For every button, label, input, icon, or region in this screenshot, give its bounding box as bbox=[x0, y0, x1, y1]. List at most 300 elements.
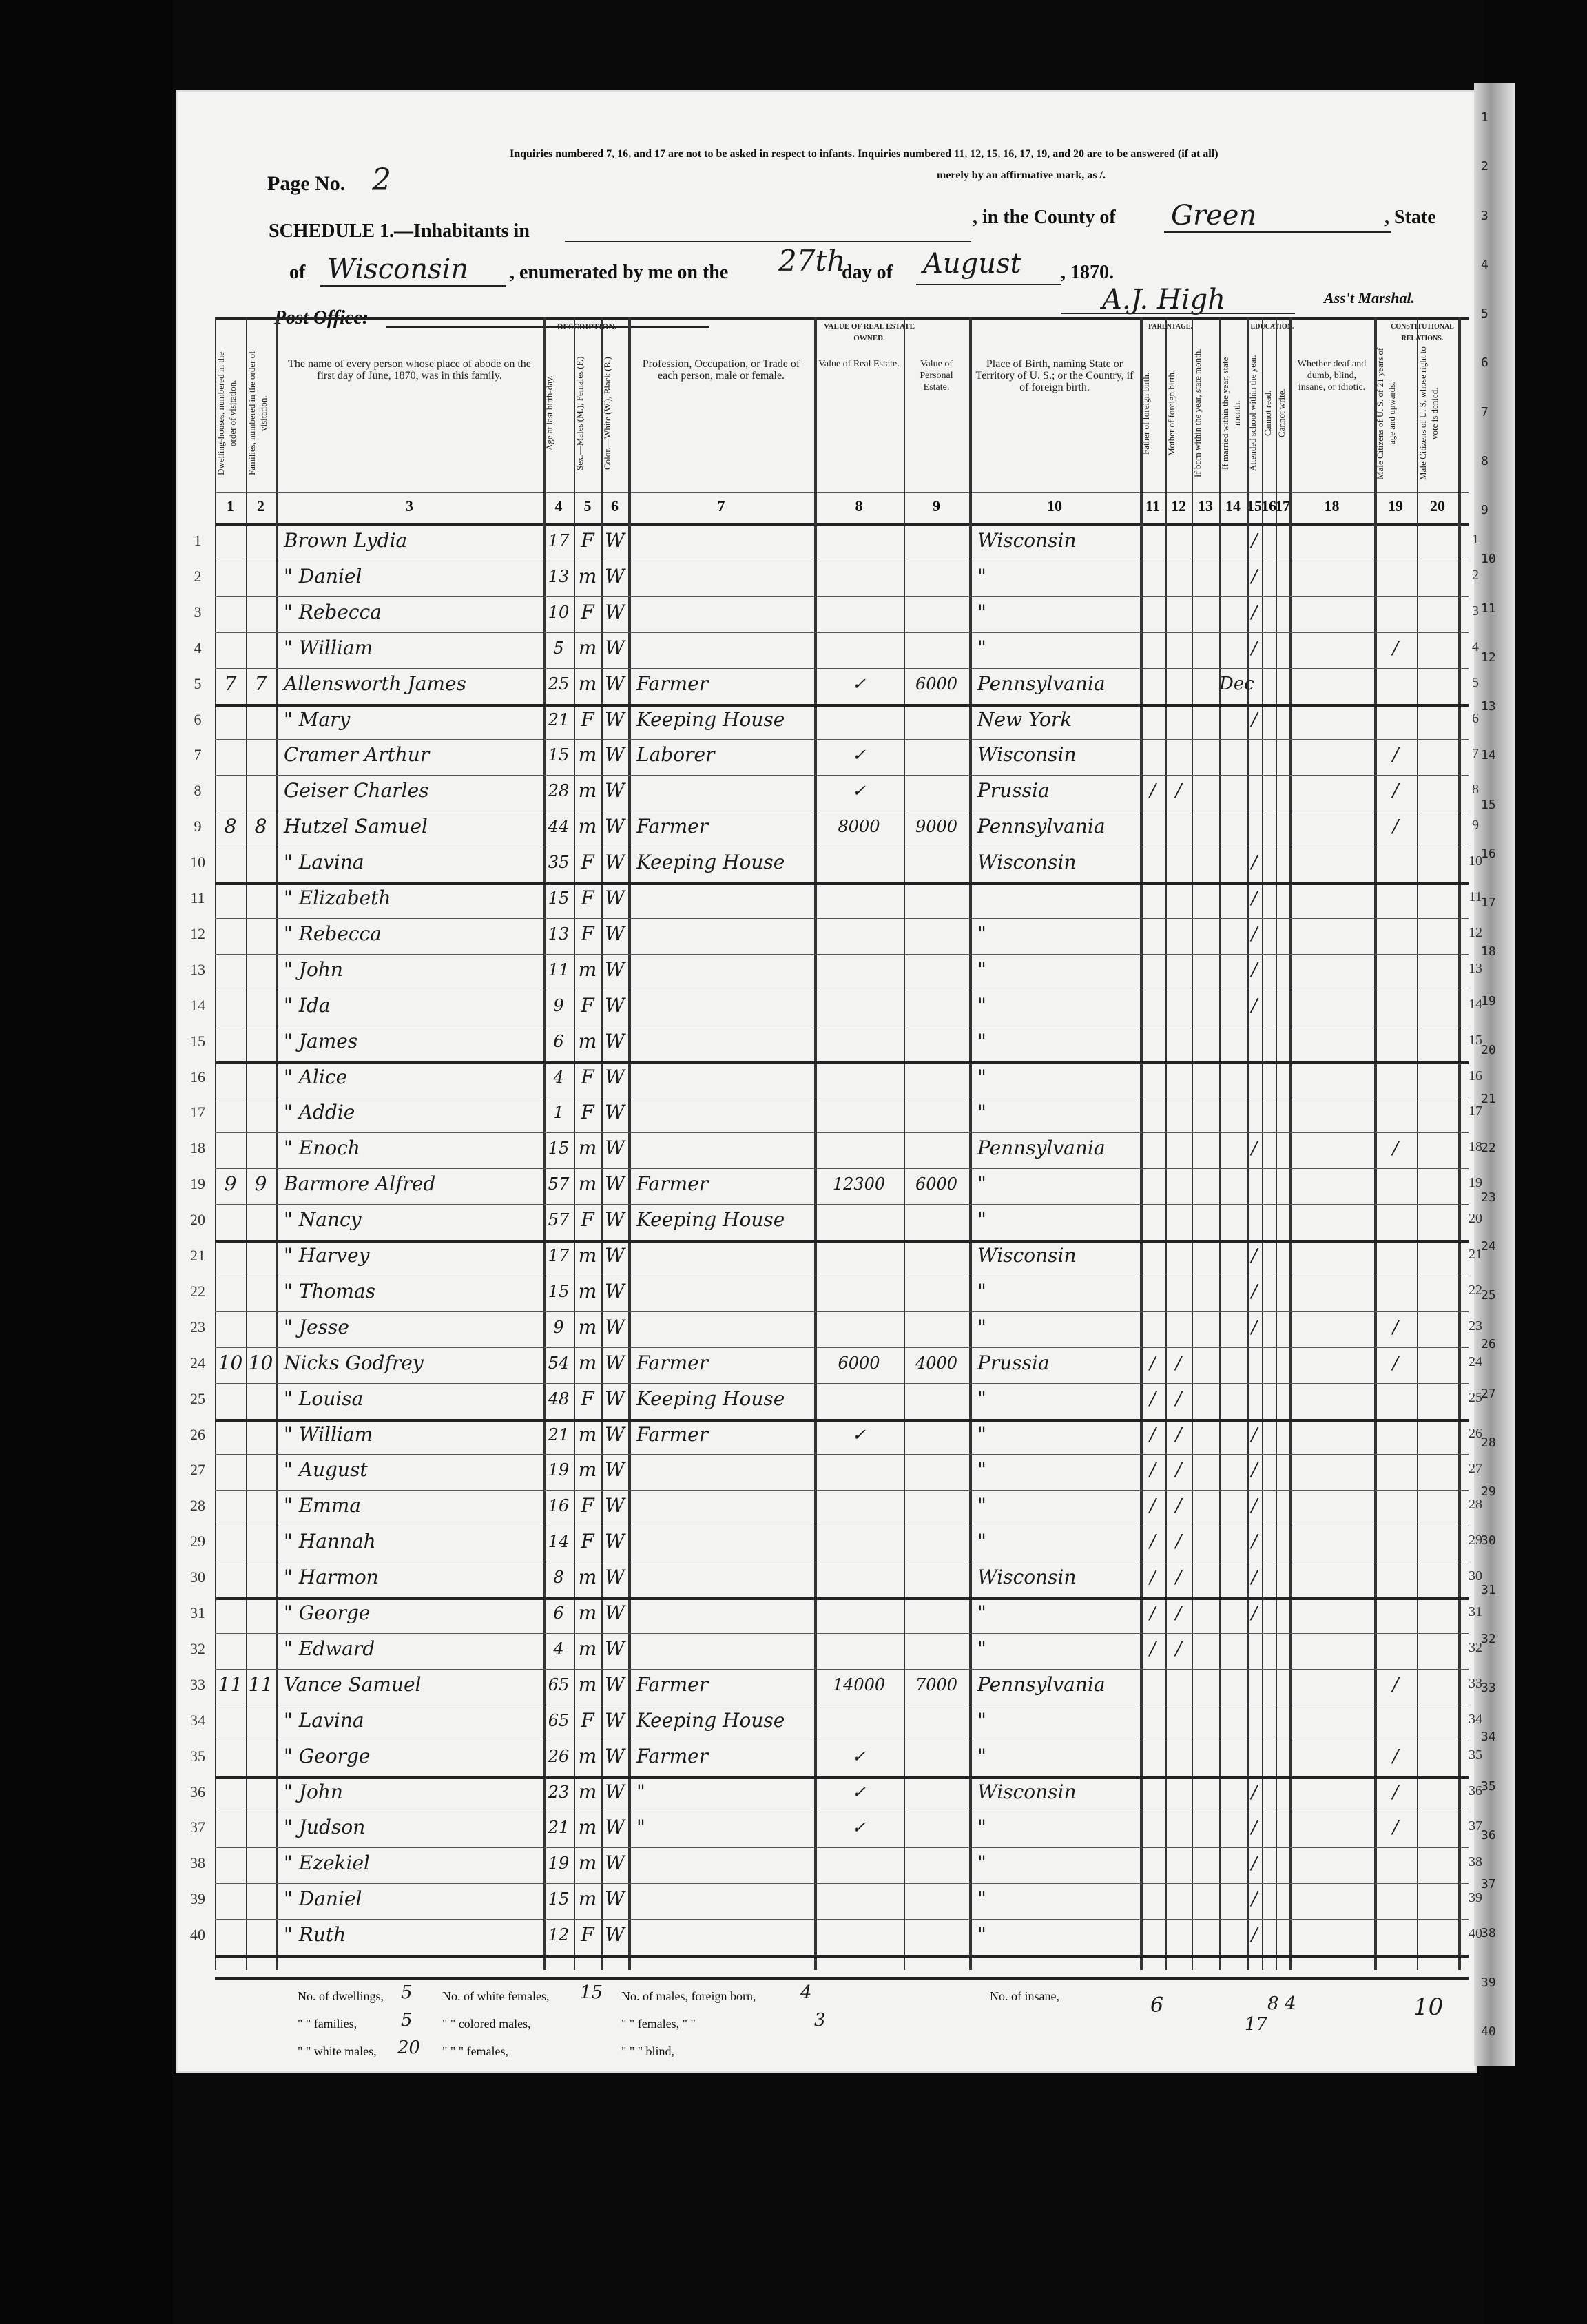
row-number: 20 bbox=[190, 1211, 205, 1229]
cell-c14 bbox=[1219, 1240, 1247, 1272]
cell-f bbox=[246, 739, 276, 771]
cell-d bbox=[215, 1883, 246, 1915]
row-number: 37 bbox=[190, 1818, 205, 1836]
cell-c19: / bbox=[1392, 1674, 1399, 1695]
row-number-right: 4 bbox=[1472, 639, 1479, 654]
cell-c11 bbox=[1140, 1669, 1165, 1701]
cell-occ bbox=[636, 525, 813, 557]
cell-c15 bbox=[1247, 775, 1262, 807]
column-head-4: Age at last birth-day. bbox=[544, 375, 554, 451]
cell-real bbox=[814, 704, 904, 736]
row-number-right: 20 bbox=[1469, 1211, 1482, 1227]
cell-pers: 9000 bbox=[915, 817, 958, 837]
cell-c12 bbox=[1165, 918, 1192, 950]
cell-pers bbox=[904, 1419, 969, 1451]
month-value: August bbox=[923, 248, 1021, 280]
cell-c12 bbox=[1165, 1276, 1192, 1307]
cell-f bbox=[246, 882, 276, 914]
cell-c19 bbox=[1374, 1883, 1417, 1915]
cell-c14 bbox=[1219, 990, 1247, 1021]
spine-number: 14 bbox=[1481, 748, 1496, 763]
cell-d bbox=[215, 1526, 246, 1557]
cell-color: W bbox=[605, 1458, 625, 1482]
cell-c14 bbox=[1219, 1204, 1247, 1236]
cell-pers bbox=[904, 1741, 969, 1772]
cell-birth: " bbox=[977, 564, 986, 588]
cell-c19 bbox=[1374, 1419, 1417, 1451]
cell-c12: / bbox=[1175, 1460, 1182, 1481]
cell-sex: m bbox=[578, 564, 597, 588]
table-row bbox=[190, 1347, 1482, 1379]
cell-pers bbox=[904, 596, 969, 628]
row-number: 19 bbox=[190, 1175, 205, 1193]
cell-occ bbox=[636, 1633, 813, 1665]
table-row bbox=[194, 668, 1479, 700]
cell-real bbox=[814, 632, 904, 664]
column-number-5: 5 bbox=[583, 497, 592, 515]
cell-c11 bbox=[1140, 1204, 1165, 1236]
column-number-9: 9 bbox=[933, 497, 940, 515]
cell-c19 bbox=[1374, 1633, 1417, 1665]
cell-sex: m bbox=[578, 1458, 597, 1482]
table-row bbox=[190, 1705, 1482, 1736]
cell-name: " Harmon bbox=[284, 1566, 379, 1589]
cell-real bbox=[814, 1204, 904, 1236]
cell-color: W bbox=[605, 851, 625, 874]
cell-name: " Judson bbox=[284, 1816, 366, 1839]
cell-occ: Keeping House bbox=[636, 1387, 785, 1410]
group-head-value: VALUE OF REAL ESTATE OWNED. bbox=[824, 322, 915, 342]
cell-c15: / bbox=[1251, 1889, 1258, 1910]
cell-color: W bbox=[605, 1887, 625, 1911]
day-of-label: day of bbox=[842, 262, 893, 283]
cell-d: 9 bbox=[224, 1172, 237, 1196]
cell-age: 6 bbox=[553, 1604, 564, 1623]
cell-d bbox=[215, 1383, 246, 1415]
cell-color: W bbox=[605, 1601, 625, 1624]
cell-c19: / bbox=[1392, 780, 1399, 802]
cell-c15 bbox=[1247, 1061, 1262, 1093]
cell-d bbox=[215, 1705, 246, 1736]
cell-real bbox=[814, 1132, 904, 1164]
cell-age: 11 bbox=[548, 959, 570, 979]
column-head-2: Families, numbered in the order of visitation. bbox=[247, 351, 269, 476]
spine-number: 34 bbox=[1481, 1730, 1496, 1745]
row-number-right: 26 bbox=[1469, 1425, 1482, 1441]
cell-age: 5 bbox=[553, 638, 564, 658]
cell-c19: / bbox=[1392, 637, 1399, 658]
cell-birth: Wisconsin bbox=[977, 743, 1077, 767]
cell-name: " Enoch bbox=[284, 1137, 360, 1160]
row-number-right: 34 bbox=[1469, 1711, 1482, 1727]
cell-birth: " bbox=[977, 1708, 986, 1732]
row-number: 9 bbox=[194, 818, 202, 836]
cell-c14 bbox=[1219, 632, 1247, 664]
cell-birth: " bbox=[977, 1029, 986, 1052]
row-number-right: 9 bbox=[1472, 818, 1479, 833]
cell-c14 bbox=[1219, 1276, 1247, 1307]
cell-d bbox=[215, 1204, 246, 1236]
cell-name: " William bbox=[284, 1422, 373, 1446]
spine-number: 17 bbox=[1481, 895, 1496, 910]
row-number: 6 bbox=[194, 710, 202, 728]
table-row bbox=[190, 1883, 1482, 1915]
table-row bbox=[194, 525, 1479, 557]
cell-c12 bbox=[1165, 1061, 1192, 1093]
cell-c14 bbox=[1219, 1633, 1247, 1665]
cell-real bbox=[814, 1526, 904, 1557]
spine-number: 3 bbox=[1481, 208, 1489, 223]
cell-c12 bbox=[1165, 1919, 1192, 1951]
table-row bbox=[190, 1847, 1482, 1879]
cell-c15: / bbox=[1251, 1245, 1258, 1266]
cell-c19: / bbox=[1392, 1817, 1399, 1838]
cell-c19 bbox=[1374, 954, 1417, 986]
cell-f: 7 bbox=[254, 672, 267, 695]
cell-c11 bbox=[1140, 811, 1165, 842]
cell-c12 bbox=[1165, 954, 1192, 986]
cell-c11 bbox=[1140, 1097, 1165, 1128]
cell-c12 bbox=[1165, 1132, 1192, 1164]
cell-sex: F bbox=[581, 1494, 594, 1517]
row-number: 5 bbox=[194, 674, 202, 692]
column-number-13: 13 bbox=[1198, 497, 1213, 515]
row-number: 17 bbox=[190, 1103, 205, 1121]
white-males-label: " " white males, bbox=[298, 2044, 377, 2058]
cell-c19 bbox=[1374, 525, 1417, 557]
cell-real bbox=[814, 1597, 904, 1629]
cell-c19: / bbox=[1392, 816, 1399, 838]
row-number: 12 bbox=[190, 924, 205, 942]
cell-c14 bbox=[1219, 596, 1247, 628]
cell-f bbox=[246, 1240, 276, 1272]
cell-sex: m bbox=[578, 1172, 597, 1196]
cell-occ: " bbox=[636, 1816, 645, 1839]
column-head-9: Value of Personal Estate. bbox=[920, 359, 953, 393]
spine-number: 24 bbox=[1481, 1238, 1496, 1254]
cell-age: 17 bbox=[548, 1246, 570, 1265]
cell-c12 bbox=[1165, 525, 1192, 557]
cell-name: " Louisa bbox=[284, 1387, 364, 1410]
cell-birth: Wisconsin bbox=[977, 851, 1077, 874]
cell-birth: Pennsylvania bbox=[977, 672, 1106, 695]
table-row bbox=[194, 561, 1479, 592]
cell-age: 57 bbox=[548, 1174, 570, 1194]
cell-c12 bbox=[1165, 668, 1192, 700]
spine-number: 22 bbox=[1481, 1141, 1496, 1156]
cell-c14 bbox=[1219, 1812, 1247, 1843]
cell-f bbox=[246, 1705, 276, 1736]
row-number: 39 bbox=[190, 1890, 205, 1908]
row-number: 13 bbox=[190, 960, 205, 978]
spine-number: 18 bbox=[1481, 944, 1496, 959]
column-number-18: 18 bbox=[1324, 497, 1340, 515]
cell-c11: / bbox=[1150, 1495, 1156, 1517]
cell-c19 bbox=[1374, 990, 1417, 1021]
marshal-label: Ass't Marshal. bbox=[1324, 289, 1415, 307]
table-row bbox=[190, 1669, 1482, 1701]
cell-sex: F bbox=[581, 922, 594, 945]
cell-age: 12 bbox=[548, 1925, 570, 1945]
cell-c15: / bbox=[1251, 530, 1258, 551]
white-males-value: 20 bbox=[397, 2037, 421, 2058]
table-row bbox=[190, 1812, 1482, 1843]
cell-sex: m bbox=[578, 1137, 597, 1160]
county-value: Green bbox=[1171, 200, 1257, 231]
cell-occ: Farmer bbox=[636, 1422, 709, 1446]
tally-col-16: 8 bbox=[1267, 1993, 1279, 2014]
column-head-15: Attended school within the year. bbox=[1247, 355, 1258, 472]
cell-c12 bbox=[1165, 1168, 1192, 1200]
row-number-right: 12 bbox=[1469, 924, 1482, 940]
cell-real bbox=[814, 561, 904, 592]
cell-c14 bbox=[1219, 1347, 1247, 1379]
cell-occ bbox=[636, 990, 813, 1021]
cell-pers bbox=[904, 1705, 969, 1736]
cell-c11 bbox=[1140, 954, 1165, 986]
spine-number: 7 bbox=[1481, 404, 1489, 419]
cell-real bbox=[814, 990, 904, 1021]
cell-occ: Farmer bbox=[636, 1172, 709, 1196]
cell-occ bbox=[636, 1847, 813, 1879]
cell-real: 14000 bbox=[832, 1674, 886, 1694]
cell-real bbox=[814, 1240, 904, 1272]
table-row bbox=[194, 632, 1479, 664]
cell-c12 bbox=[1165, 704, 1192, 736]
cell-real: ✓ bbox=[851, 1424, 867, 1444]
spine-number: 20 bbox=[1481, 1042, 1496, 1057]
cell-c11 bbox=[1140, 1919, 1165, 1951]
row-number: 31 bbox=[190, 1604, 205, 1621]
cell-real bbox=[814, 1097, 904, 1128]
cell-d bbox=[215, 596, 246, 628]
cell-pers bbox=[904, 1132, 969, 1164]
cell-f bbox=[246, 1132, 276, 1164]
cell-sex: m bbox=[578, 1672, 597, 1696]
row-number-right: 6 bbox=[1472, 710, 1479, 726]
cell-c19: / bbox=[1392, 1781, 1399, 1803]
spine-number: 23 bbox=[1481, 1190, 1496, 1205]
table-row bbox=[190, 1204, 1482, 1236]
cell-birth: " bbox=[977, 1816, 986, 1839]
cell-age: 23 bbox=[548, 1782, 570, 1802]
cell-pers bbox=[904, 1454, 969, 1486]
row-number: 22 bbox=[190, 1282, 205, 1300]
cell-sex: F bbox=[581, 529, 594, 552]
cell-c19 bbox=[1374, 1490, 1417, 1522]
males-foreign-label: No. of males, foreign born, bbox=[621, 1989, 756, 2003]
cell-occ: Farmer bbox=[636, 1744, 709, 1767]
cell-occ bbox=[636, 1240, 813, 1272]
table-row bbox=[190, 1526, 1482, 1557]
table-row bbox=[190, 1276, 1482, 1307]
cell-c11 bbox=[1140, 1061, 1165, 1093]
row-number-right: 11 bbox=[1469, 889, 1482, 904]
cell-name: " John bbox=[284, 1780, 343, 1803]
cell-birth: " bbox=[977, 957, 986, 981]
cell-pers bbox=[904, 1562, 969, 1593]
row-number-right: 28 bbox=[1469, 1497, 1482, 1513]
column-number-12: 12 bbox=[1171, 497, 1186, 515]
cell-d bbox=[215, 525, 246, 557]
row-number: 14 bbox=[190, 996, 205, 1014]
cell-c15 bbox=[1247, 1347, 1262, 1379]
cell-occ bbox=[636, 882, 813, 914]
cell-age: 6 bbox=[553, 1031, 564, 1051]
cell-d bbox=[215, 1812, 246, 1843]
column-number-2: 2 bbox=[257, 497, 264, 515]
cell-color: W bbox=[605, 1065, 625, 1088]
cell-occ bbox=[636, 954, 813, 986]
cell-c11: / bbox=[1150, 1531, 1156, 1553]
cell-d bbox=[215, 882, 246, 914]
cell-c15: / bbox=[1251, 1781, 1258, 1803]
cell-c15: / bbox=[1251, 566, 1258, 587]
spine-number: 36 bbox=[1481, 1827, 1496, 1843]
cell-c12 bbox=[1165, 1883, 1192, 1915]
cell-c11 bbox=[1140, 990, 1165, 1021]
spine-number: 19 bbox=[1481, 993, 1496, 1008]
cell-d bbox=[215, 1454, 246, 1486]
cell-occ bbox=[636, 596, 813, 628]
cell-c14 bbox=[1219, 1132, 1247, 1164]
spine-number: 16 bbox=[1481, 846, 1496, 861]
cell-color: W bbox=[605, 1387, 625, 1410]
row-number-right: 38 bbox=[1469, 1854, 1482, 1870]
cell-c19: / bbox=[1392, 745, 1399, 766]
cell-pers bbox=[904, 1026, 969, 1057]
row-rule bbox=[215, 1955, 1469, 1958]
cell-pers: 6000 bbox=[915, 674, 958, 694]
spine-number: 6 bbox=[1481, 355, 1489, 371]
spine-number: 11 bbox=[1481, 601, 1496, 616]
cell-pers bbox=[904, 990, 969, 1021]
table-row bbox=[190, 1776, 1482, 1808]
spine-number: 29 bbox=[1481, 1484, 1496, 1499]
row-number: 33 bbox=[190, 1675, 205, 1693]
cell-f bbox=[246, 1204, 276, 1236]
cell-sex: m bbox=[578, 1566, 597, 1589]
cell-real bbox=[814, 1847, 904, 1879]
cell-birth: " bbox=[977, 1387, 986, 1410]
cell-c19 bbox=[1374, 918, 1417, 950]
cell-pers bbox=[904, 1204, 969, 1236]
cell-c19 bbox=[1374, 561, 1417, 592]
column-head-5: Sex.—Males (M.), Females (F.) bbox=[574, 356, 585, 470]
table-row bbox=[190, 1026, 1482, 1057]
cell-d bbox=[215, 1597, 246, 1629]
cell-age: 21 bbox=[548, 709, 570, 729]
cell-c15 bbox=[1247, 1669, 1262, 1701]
cell-name: " Addie bbox=[284, 1101, 355, 1124]
cell-f bbox=[246, 1311, 276, 1343]
post-office-label: Post Office: bbox=[274, 307, 369, 329]
cell-c19 bbox=[1374, 1597, 1417, 1629]
row-number: 3 bbox=[194, 603, 202, 621]
cell-real bbox=[814, 596, 904, 628]
cell-f bbox=[246, 1419, 276, 1451]
cell-occ: Farmer bbox=[636, 1351, 709, 1374]
cell-f bbox=[246, 1526, 276, 1557]
state-label: , State bbox=[1384, 207, 1436, 228]
group-head-parentage: PARENTAGE. bbox=[1148, 323, 1192, 331]
cell-c12 bbox=[1165, 1812, 1192, 1843]
column-head-6: Color.—White (W.), Black (B.) bbox=[602, 357, 612, 470]
cell-d: 11 bbox=[218, 1672, 243, 1696]
cell-real: ✓ bbox=[851, 1782, 867, 1802]
cell-c19 bbox=[1374, 1847, 1417, 1879]
cell-birth: " bbox=[977, 1458, 986, 1482]
spine-number: 33 bbox=[1481, 1681, 1496, 1695]
cell-d bbox=[215, 1311, 246, 1343]
row-number-right: 31 bbox=[1469, 1604, 1482, 1619]
cell-c11 bbox=[1140, 1132, 1165, 1164]
cell-sex: m bbox=[578, 743, 597, 767]
row-number-right: 37 bbox=[1469, 1818, 1482, 1834]
cell-c12 bbox=[1165, 990, 1192, 1021]
row-number-right: 39 bbox=[1469, 1890, 1482, 1906]
cell-color: W bbox=[605, 1208, 625, 1232]
cell-sex: m bbox=[578, 1816, 597, 1839]
cell-c12: / bbox=[1175, 1531, 1182, 1553]
cell-c15 bbox=[1247, 1204, 1262, 1236]
cell-real bbox=[814, 954, 904, 986]
cell-c12: / bbox=[1175, 1388, 1182, 1409]
cell-sex: m bbox=[578, 1851, 597, 1875]
cell-real bbox=[814, 1026, 904, 1057]
row-number: 21 bbox=[190, 1247, 205, 1264]
cell-d bbox=[215, 1490, 246, 1522]
cell-c14 bbox=[1219, 1705, 1247, 1736]
row-number: 36 bbox=[190, 1783, 205, 1801]
cell-c11 bbox=[1140, 1705, 1165, 1736]
cell-color: W bbox=[605, 922, 625, 945]
row-number: 40 bbox=[190, 1926, 205, 1944]
cell-name: " James bbox=[284, 1029, 358, 1052]
cell-c11 bbox=[1140, 668, 1165, 700]
cell-c14 bbox=[1219, 1061, 1247, 1093]
spine-number: 8 bbox=[1481, 453, 1489, 468]
cell-occ bbox=[636, 918, 813, 950]
cell-age: 17 bbox=[548, 531, 570, 550]
cell-age: 57 bbox=[548, 1210, 570, 1230]
table-row bbox=[190, 1061, 1482, 1093]
cell-c11 bbox=[1140, 1812, 1165, 1843]
cell-age: 15 bbox=[548, 1889, 570, 1909]
cell-color: W bbox=[605, 815, 625, 838]
insane-label: No. of insane, bbox=[990, 1989, 1059, 2003]
cell-c19 bbox=[1374, 1705, 1417, 1736]
cell-c19 bbox=[1374, 1097, 1417, 1128]
column-head-7: Profession, Occupation, or Trade of each person, male or female. bbox=[642, 358, 800, 382]
cell-c11: / bbox=[1150, 1352, 1156, 1373]
cell-c14 bbox=[1219, 1669, 1247, 1701]
cell-birth: Wisconsin bbox=[977, 529, 1077, 552]
cell-color: W bbox=[605, 993, 625, 1017]
cell-real bbox=[814, 1454, 904, 1486]
blind-label: " " " blind, bbox=[621, 2044, 675, 2058]
cell-pers bbox=[904, 847, 969, 878]
cell-c12 bbox=[1165, 1097, 1192, 1128]
row-number-right: 33 bbox=[1469, 1675, 1482, 1691]
cell-c11: / bbox=[1150, 1567, 1156, 1588]
state-line bbox=[320, 285, 506, 287]
cell-pers bbox=[904, 1383, 969, 1415]
row-number-right: 14 bbox=[1469, 996, 1482, 1012]
schedule-label: SCHEDULE 1.—Inhabitants in bbox=[269, 220, 530, 242]
cell-c11 bbox=[1140, 1311, 1165, 1343]
cell-birth: " bbox=[977, 1422, 986, 1446]
